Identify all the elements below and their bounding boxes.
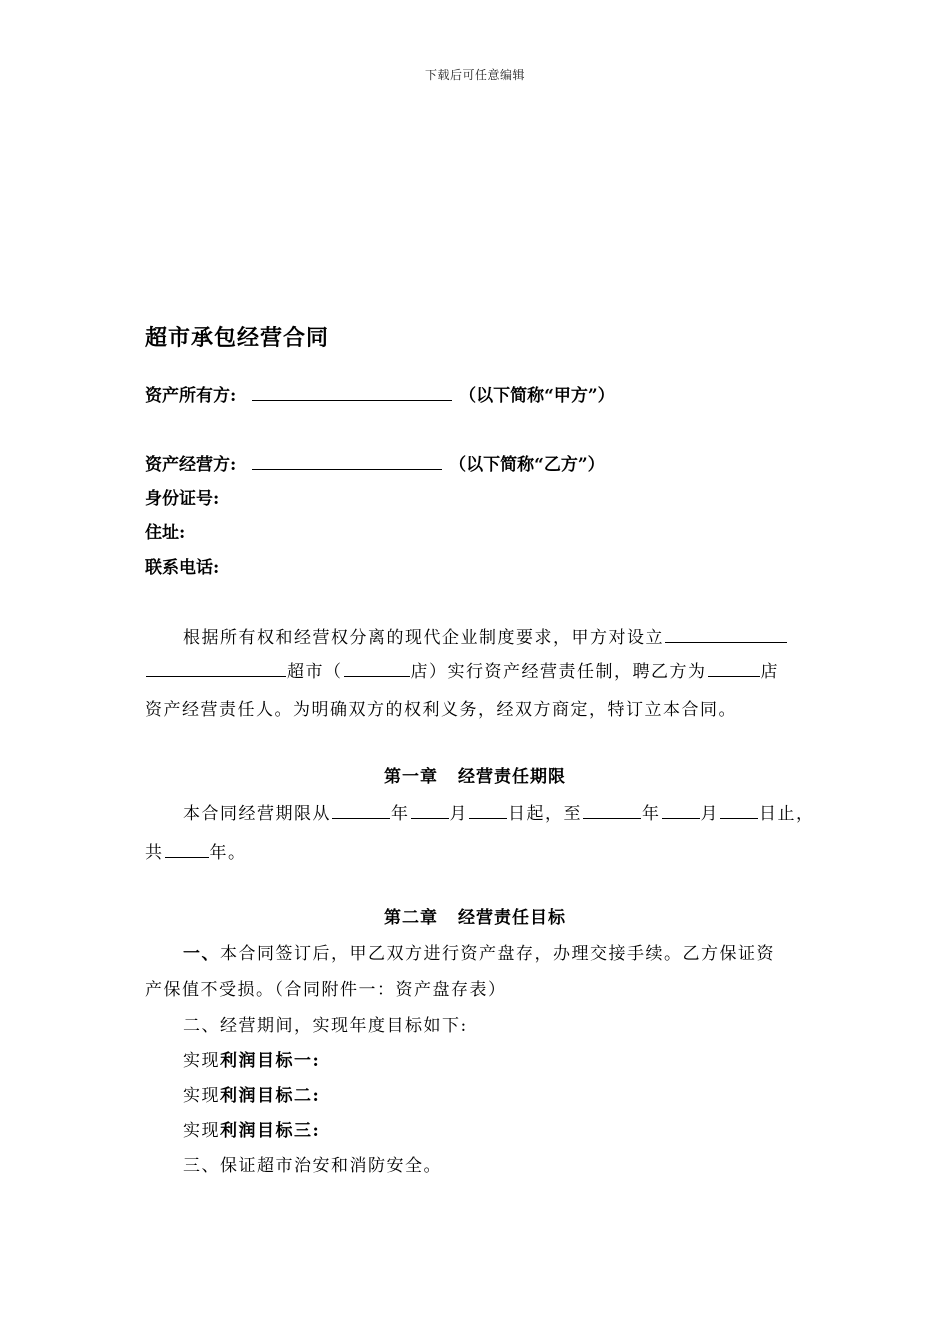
target-item-2: 二、经营期间，实现年度目标如下:: [183, 1016, 468, 1036]
chapter-1-number: 第一章: [384, 767, 438, 787]
id-number-label: 身份证号:: [145, 489, 220, 509]
term-total-prefix: 共: [145, 843, 164, 863]
party-b-label: 资产经营方:: [145, 455, 237, 475]
term-blank-year-from: [332, 802, 390, 819]
term-month-1: 月: [449, 804, 468, 824]
profit-target-1-label: 利润目标一:: [220, 1051, 321, 1071]
header-note: 下载后可任意编辑: [424, 68, 525, 82]
intro-text-2b: 店）实行资产经营责任制，聘乙方为: [410, 662, 707, 682]
address-label: 住址:: [145, 523, 186, 543]
intro-blank-4: [708, 660, 760, 677]
profit-target-3-prefix: 实现: [183, 1121, 220, 1141]
intro-line-3: 资产经营责任人。为明确双方的权利义务，经双方商定，特订立本合同。: [145, 700, 737, 720]
contract-title: 超市承包经营合同: [145, 325, 330, 351]
term-blank-month-to: [662, 802, 700, 819]
intro-text-1: 根据所有权和经营权分离的现代企业制度要求，甲方对设立: [183, 628, 664, 648]
chapter-2-number: 第二章: [384, 908, 438, 928]
term-blank-month-from: [411, 802, 449, 819]
intro-blank-1: [665, 626, 787, 643]
term-day-to: 日止，: [759, 804, 815, 824]
profit-target-3-label: 利润目标三:: [220, 1121, 321, 1141]
term-year-2: 年: [642, 804, 661, 824]
term-day-from: 日起，至: [508, 804, 582, 824]
term-blank-day-from: [469, 802, 507, 819]
party-b-suffix: （以下简称“乙方”）: [449, 455, 605, 475]
phone-label: 联系电话:: [145, 558, 220, 578]
intro-line-2: [145, 660, 779, 683]
chapter-1-title: 经营责任期限: [458, 767, 566, 787]
target-item-1-text: 本合同签订后，甲乙双方进行资产盘存，办理交接手续。乙方保证资: [220, 944, 775, 964]
target-item-1-number: 一、: [183, 944, 220, 964]
intro-text-2c: 店: [760, 662, 779, 682]
term-text-from: 本合同经营期限从: [183, 804, 331, 824]
profit-target-2-label: 利润目标二:: [220, 1086, 321, 1106]
term-line-1: [183, 802, 815, 825]
intro-blank-2: [146, 660, 286, 677]
term-month-2: 月: [700, 804, 719, 824]
party-a-line: [145, 384, 615, 407]
term-total-suffix: 年。: [209, 843, 247, 863]
profit-target-2-prefix: 实现: [183, 1086, 220, 1106]
intro-text-2a: 超市（: [287, 662, 343, 682]
chapter-2-heading: [0, 907, 950, 929]
target-item-1-cont: 产保值不受损。（合同附件一：资产盘存表）: [145, 980, 507, 1000]
target-item-1: [183, 943, 775, 965]
term-blank-total: [165, 841, 209, 858]
party-b-line: [145, 453, 605, 476]
profit-target-3: [183, 1120, 320, 1142]
chapter-1-heading: [0, 766, 950, 788]
term-line-2: [145, 841, 247, 864]
term-year-1: 年: [391, 804, 410, 824]
party-a-suffix: （以下简称“甲方”）: [459, 386, 615, 406]
party-a-label: 资产所有方:: [145, 386, 237, 406]
profit-target-2: [183, 1085, 320, 1107]
profit-target-1-prefix: 实现: [183, 1051, 220, 1071]
intro-blank-3: [344, 660, 410, 677]
party-b-blank: [252, 453, 442, 470]
profit-target-1: [183, 1050, 320, 1072]
term-blank-year-to: [583, 802, 641, 819]
target-item-3: 三、保证超市治安和消防安全。: [183, 1156, 442, 1176]
intro-line-1: [183, 626, 788, 649]
term-blank-day-to: [720, 802, 758, 819]
chapter-2-title: 经营责任目标: [458, 908, 566, 928]
party-a-blank: [252, 384, 452, 401]
